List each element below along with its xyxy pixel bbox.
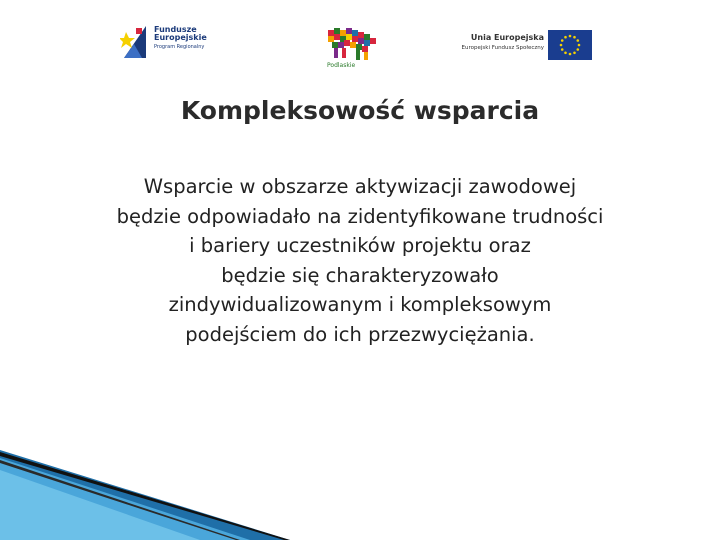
eu-star bbox=[573, 36, 576, 39]
eu-flag-icon bbox=[548, 30, 592, 60]
fundusze-europejskie-icon bbox=[120, 22, 150, 62]
eu-star bbox=[569, 35, 572, 38]
fundusze-line3: Program Regionalny bbox=[154, 43, 205, 50]
podlaskie-label: Podlaskie bbox=[327, 62, 356, 69]
body-line: i bariery uczestników projektu oraz bbox=[189, 234, 531, 257]
body-line: Wsparcie w obszarze aktywizacji zawodowej bbox=[143, 175, 577, 198]
eu-star bbox=[561, 48, 564, 51]
fundusze-text bbox=[154, 26, 207, 50]
eu-star bbox=[560, 44, 563, 47]
fundusze-line2: Europejskie bbox=[154, 33, 207, 43]
unia-text bbox=[450, 33, 544, 51]
slide-body bbox=[50, 172, 670, 349]
eu-star bbox=[564, 36, 567, 39]
logo-bar bbox=[0, 18, 720, 78]
fundusze-europejskie-logo bbox=[120, 22, 230, 68]
podlaskie-logo bbox=[322, 24, 382, 74]
eu-star bbox=[569, 53, 572, 56]
bison-logo-icon bbox=[322, 24, 382, 62]
eu-star bbox=[576, 48, 579, 51]
fundusze-line1: Fundusze bbox=[154, 25, 197, 34]
body-line: zindywidualizowanym i kompleksowym bbox=[168, 293, 552, 316]
corner-swoosh-icon bbox=[0, 450, 290, 540]
slide-title: Kompleksowość wsparcia bbox=[180, 96, 540, 125]
eu-star bbox=[578, 44, 581, 47]
eu-star bbox=[573, 51, 576, 54]
unia-line2: Europejski Fundusz Społeczny bbox=[461, 45, 544, 51]
eu-star bbox=[564, 51, 567, 54]
body-line: będzie odpowiadało na zidentyfikowane trudności bbox=[116, 204, 604, 228]
unia-line1: Unia Europejska bbox=[470, 33, 544, 42]
eu-star bbox=[561, 39, 564, 42]
eu-star bbox=[576, 39, 579, 42]
body-line: podejściem do ich przezwyciężania. bbox=[185, 322, 535, 346]
unia-europejska-logo bbox=[450, 28, 600, 68]
body-line: będzie się charakteryzowało bbox=[221, 263, 499, 287]
